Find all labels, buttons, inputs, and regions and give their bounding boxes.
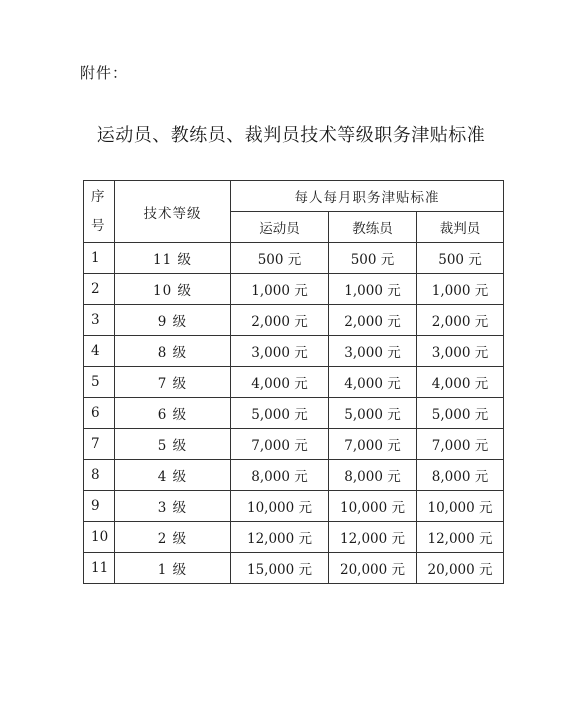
row-referee: 2,000 元 <box>417 305 504 336</box>
row-referee: 20,000 元 <box>417 553 504 584</box>
row-level: 3 级 <box>115 491 231 522</box>
table-row <box>84 274 504 305</box>
row-athlete: 2,000 元 <box>231 305 329 336</box>
table-row <box>84 460 504 491</box>
header-level: 技术等级 <box>115 181 231 243</box>
row-coach: 5,000 元 <box>329 398 417 429</box>
row-index: 4 <box>84 336 115 367</box>
row-level: 6 级 <box>115 398 231 429</box>
row-coach: 4,000 元 <box>329 367 417 398</box>
row-athlete: 10,000 元 <box>231 491 329 522</box>
table-row <box>84 367 504 398</box>
row-index: 3 <box>84 305 115 336</box>
header-athlete: 运动员 <box>231 212 329 243</box>
table-row <box>84 522 504 553</box>
table-row <box>84 553 504 584</box>
row-index: 6 <box>84 398 115 429</box>
row-referee: 10,000 元 <box>417 491 504 522</box>
row-index: 9 <box>84 491 115 522</box>
row-referee: 12,000 元 <box>417 522 504 553</box>
header-coach: 教练员 <box>329 212 417 243</box>
row-index: 7 <box>84 429 115 460</box>
row-index: 5 <box>84 367 115 398</box>
row-athlete: 15,000 元 <box>231 553 329 584</box>
table-row <box>84 429 504 460</box>
row-level: 10 级 <box>115 274 231 305</box>
row-level: 4 级 <box>115 460 231 491</box>
row-level: 11 级 <box>115 243 231 274</box>
row-athlete: 1,000 元 <box>231 274 329 305</box>
row-coach: 2,000 元 <box>329 305 417 336</box>
row-referee: 1,000 元 <box>417 274 504 305</box>
row-referee: 8,000 元 <box>417 460 504 491</box>
table-header-row <box>84 181 504 212</box>
header-referee: 裁判员 <box>417 212 504 243</box>
attachment-label: 附件： <box>80 64 129 82</box>
table-row <box>84 243 504 274</box>
row-coach: 1,000 元 <box>329 274 417 305</box>
row-level: 9 级 <box>115 305 231 336</box>
header-stipend-group: 每人每月职务津贴标准 <box>231 181 504 212</box>
row-athlete: 7,000 元 <box>231 429 329 460</box>
row-index: 1 <box>84 243 115 274</box>
document-title: 运动员、教练员、裁判员技术等级职务津贴标准 <box>96 125 486 146</box>
row-athlete: 3,000 元 <box>231 336 329 367</box>
table-row <box>84 491 504 522</box>
row-coach: 3,000 元 <box>329 336 417 367</box>
table-row <box>84 398 504 429</box>
row-referee: 4,000 元 <box>417 367 504 398</box>
row-level: 5 级 <box>115 429 231 460</box>
row-coach: 500 元 <box>329 243 417 274</box>
row-index: 2 <box>84 274 115 305</box>
row-referee: 5,000 元 <box>417 398 504 429</box>
row-coach: 7,000 元 <box>329 429 417 460</box>
row-level: 1 级 <box>115 553 231 584</box>
row-index: 11 <box>84 553 115 584</box>
row-coach: 12,000 元 <box>329 522 417 553</box>
table-body <box>84 243 504 584</box>
row-coach: 20,000 元 <box>329 553 417 584</box>
header-index <box>84 181 115 243</box>
row-coach: 10,000 元 <box>329 491 417 522</box>
row-athlete: 4,000 元 <box>231 367 329 398</box>
row-referee: 3,000 元 <box>417 336 504 367</box>
stipend-table <box>83 180 504 584</box>
row-athlete: 12,000 元 <box>231 522 329 553</box>
row-athlete: 8,000 元 <box>231 460 329 491</box>
row-referee: 500 元 <box>417 243 504 274</box>
header-index-line2: 号 <box>91 217 106 234</box>
row-coach: 8,000 元 <box>329 460 417 491</box>
row-referee: 7,000 元 <box>417 429 504 460</box>
row-athlete: 500 元 <box>231 243 329 274</box>
table-row <box>84 336 504 367</box>
header-index-line1: 序 <box>91 188 106 205</box>
row-athlete: 5,000 元 <box>231 398 329 429</box>
row-level: 2 级 <box>115 522 231 553</box>
row-index: 10 <box>84 522 115 553</box>
row-level: 7 级 <box>115 367 231 398</box>
row-index: 8 <box>84 460 115 491</box>
table-row <box>84 305 504 336</box>
row-level: 8 级 <box>115 336 231 367</box>
